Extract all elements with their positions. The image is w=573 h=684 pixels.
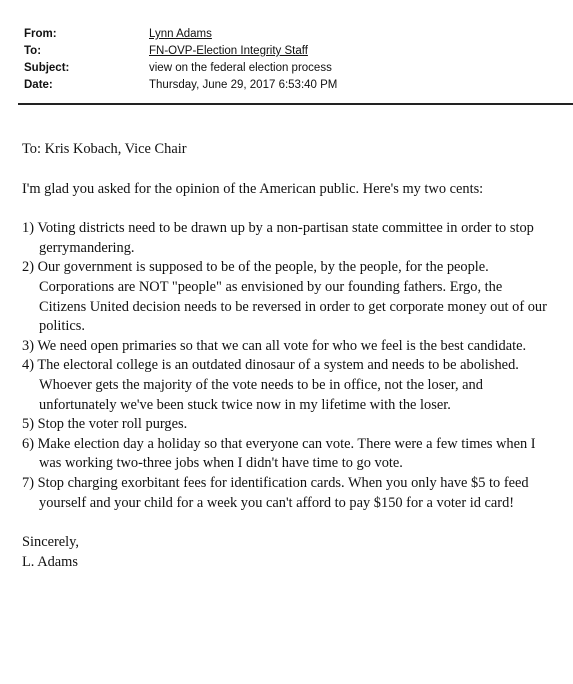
- to-row: [24, 43, 544, 60]
- letter-body: [22, 140, 552, 572]
- to-label: To:: [24, 45, 42, 57]
- list-item: 7) Stop charging exorbitant fees for identification cards. When you only have $5 to feed yourself and your child for a week you can't afford to pay $150 for a voter id card!: [22, 474, 529, 511]
- list-item: 2) Our government is supposed to be of the people, by the people, for the people. Corporations are NOT "people" as envisioned by our founding fathers. Ergo, the Citizens United decision needs to be reversed in order to get corporate money out of our politics.: [22, 259, 547, 335]
- list-item: 6) Make election day a holiday so that everyone can vote. There were a few times when I was working two-three jobs when I didn't have time to go vote.: [22, 435, 536, 472]
- from-label: From:: [24, 28, 57, 40]
- salutation: To: Kris Kobach, Vice Chair: [22, 141, 187, 157]
- list-item: 5) Stop the voter roll purges.: [22, 416, 188, 433]
- intro-paragraph: I'm glad you asked for the opinion of the American public. Here's my two cents:: [22, 180, 484, 197]
- email-header: [24, 26, 544, 94]
- points-list: [22, 219, 552, 513]
- list-item: 4) The electoral college is an outdated dinosaur of a system and needs to be abolished. Whoever gets the majority of the vote needs to be in office, not the loser, and unfortunately we've been stuck twice now in my lifetime with the loser.: [22, 357, 519, 413]
- list-item: 1) Voting districts need to be drawn up by a non-partisan state committee in order to stop gerrymandering.: [22, 220, 534, 256]
- closing: Sincerely,: [22, 534, 80, 551]
- date-label: Date:: [24, 79, 53, 91]
- date-row: [24, 77, 544, 94]
- signature: L. Adams: [22, 553, 78, 570]
- closing-block: [22, 533, 552, 572]
- subject-value: view on the federal election process: [149, 62, 332, 74]
- from-row: [24, 26, 544, 43]
- to-value[interactable]: FN-OVP-Election Integrity Staff: [149, 45, 308, 57]
- header-divider: [18, 103, 573, 105]
- list-item: 3) We need open primaries so that we can all vote for who we feel is the best candidate.: [22, 337, 527, 354]
- subject-row: [24, 60, 544, 77]
- subject-label: Subject:: [24, 62, 70, 74]
- date-value: Thursday, June 29, 2017 6:53:40 PM: [149, 79, 338, 91]
- from-value[interactable]: Lynn Adams: [149, 28, 212, 40]
